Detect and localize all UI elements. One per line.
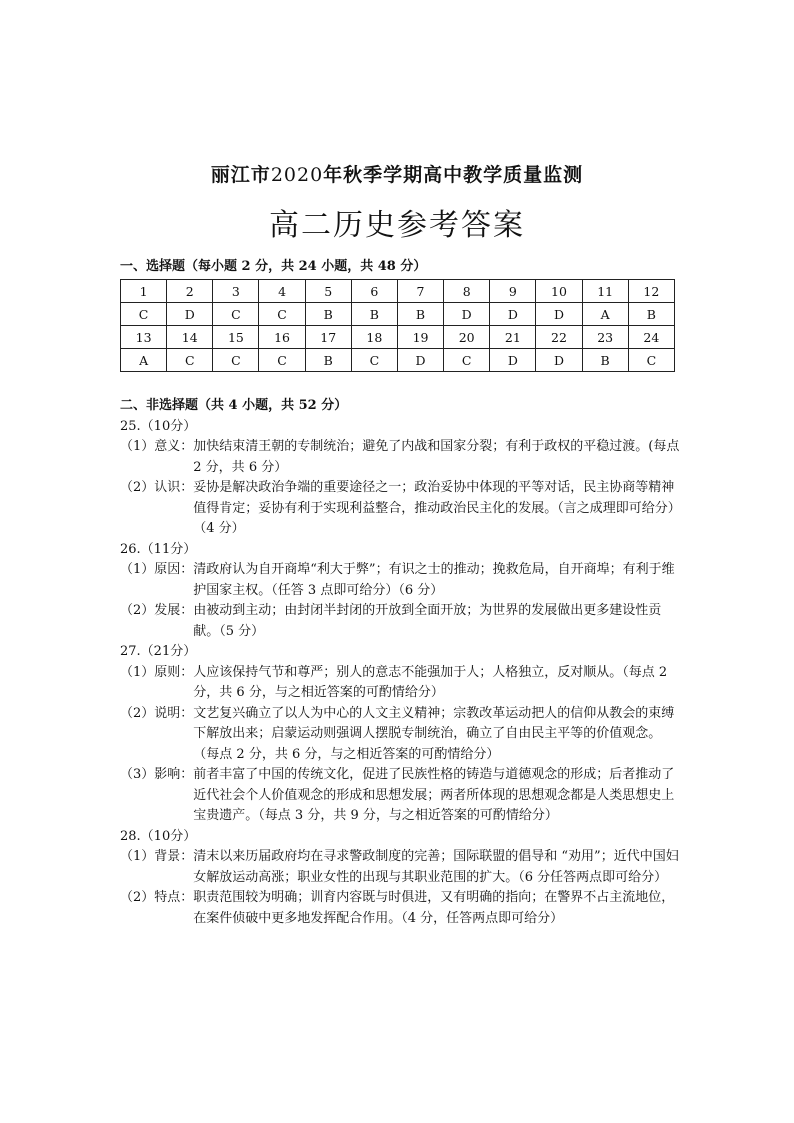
answer-table (120, 279, 675, 372)
table-cell: 3 (213, 280, 259, 303)
question-list (120, 417, 680, 930)
table-cell: D (536, 303, 582, 326)
answer-item-label: （3）影响： (120, 767, 194, 782)
answer-item-label: （2）发展： (120, 603, 194, 618)
title-prefix: 丽江市 (210, 164, 271, 186)
table-cell: C (167, 349, 213, 372)
table-cell: C (351, 349, 397, 372)
table-cell: 14 (167, 326, 213, 349)
answer-item-label: （1）原因： (120, 562, 194, 577)
table-cell: D (490, 349, 536, 372)
document-subtitle: 高二历史参考答案 (269, 208, 525, 243)
answer-item (120, 847, 680, 888)
answer-item-label: （1）原则： (120, 664, 194, 680)
question-title: 27.（21分） (120, 644, 197, 659)
table-cell: C (213, 303, 259, 326)
question-block (120, 417, 680, 540)
table-cell: 10 (536, 280, 582, 303)
question-block (120, 642, 680, 827)
table-cell: 20 (444, 326, 490, 349)
table-cell: 2 (167, 280, 213, 303)
answer-item-label: （1）意义： (120, 439, 194, 454)
answer-item-text: 文艺复兴确立了以人为中心的人文主义精神；宗教改革运动把人的信仰从教会的束缚下解放出来；启蒙运动则强调人摆脱专制统治，确立了自由民主平等的价值观念。（每点 2 分，共 6 分，与之相近答案的可酌情给分） (193, 705, 675, 762)
answer-item (120, 765, 680, 827)
table-cell: 9 (490, 280, 536, 303)
question-block (120, 827, 680, 930)
question-title: 25.（10分） (120, 418, 197, 434)
title-year: 2020 (270, 164, 324, 186)
answer-row (121, 349, 675, 372)
document-title (0, 160, 794, 187)
table-cell: 18 (351, 326, 397, 349)
table-cell: D (444, 303, 490, 326)
table-cell: 22 (536, 326, 582, 349)
answer-item-text: 职责范围较为明确；训育内容既与时俱进，又有明确的指向；在警界不占主流地位，在案件侦破中更多地发挥配合作用。（4 分，任答两点即可给分） (193, 890, 675, 926)
question-block (120, 540, 680, 643)
answer-item-text: 妥协是解决政治争端的重要途径之一；政治妥协中体现的平等对话，民主协商等精神值得肯定；妥协有利于实现利益整合，推动政治民主化的发展。（言之成理即可给分）（4 分） (193, 480, 675, 536)
answer-row (121, 303, 675, 326)
answer-item-text: 前者丰富了中国的传统文化，促进了民族性格的铸造与道德观念的形成；后者推动了近代社会个人价值观念的形成和思想发展；两者所体现的思想观念都是人类思想史上宝贵遗产。（每点 3 分，共 9 分，与之相近答案的可酌情给分） (193, 767, 675, 823)
table-cell: C (259, 303, 305, 326)
table-cell: 13 (121, 326, 167, 349)
table-cell: D (397, 349, 443, 372)
answer-item (120, 704, 680, 766)
answer-item (120, 888, 680, 929)
question-number-row (121, 326, 675, 349)
answer-item (120, 437, 680, 478)
answer-item-label: （1）背景： (120, 849, 194, 864)
answer-item (120, 560, 680, 601)
table-cell: B (582, 349, 628, 372)
table-cell: 15 (213, 326, 259, 349)
section-2-heading: 二、非选择题（共 4 小题，共 52 分） (120, 398, 348, 413)
table-cell: C (121, 303, 167, 326)
question-title: 28.（10分） (120, 828, 197, 844)
table-cell: B (628, 303, 674, 326)
question-number-row (121, 280, 675, 303)
answer-item-text: 人应该保持气节和尊严；别人的意志不能强加于人；人格独立，反对顺从。（每点 2 分，共 6 分，与之相近答案的可酌情给分） (193, 664, 668, 700)
answer-item-text: 由被动到主动；由封闭半封闭的开放到全面开放；为世界的发展做出更多建设性贡献。（5 分） (193, 603, 662, 639)
answer-item-label: （2）特点： (120, 890, 194, 905)
table-cell: 12 (628, 280, 674, 303)
table-cell: C (628, 349, 674, 372)
answer-item (120, 478, 680, 540)
section-1-heading: 一、选择题（每小题 2 分，共 24 小题，共 48 分） (120, 259, 427, 274)
table-cell: B (397, 303, 443, 326)
answer-item (120, 601, 680, 642)
table-cell: D (536, 349, 582, 372)
table-cell: 8 (444, 280, 490, 303)
table-cell: 4 (259, 280, 305, 303)
table-cell: D (167, 303, 213, 326)
title-suffix: 年秋季学期高中教学质量监测 (323, 164, 584, 186)
table-cell: 23 (582, 326, 628, 349)
table-cell: C (259, 349, 305, 372)
table-cell: B (305, 349, 351, 372)
table-cell: 1 (121, 280, 167, 303)
table-cell: 7 (397, 280, 443, 303)
answer-item-text: 清政府认为自开商埠“利大于弊”；有识之士的推动；挽救危局，自开商埠；有利于维护国家主权。（任答 3 点即可给分）（6 分） (193, 562, 675, 598)
table-cell: 16 (259, 326, 305, 349)
table-cell: 17 (305, 326, 351, 349)
answer-item-text: 清末以来历届政府均在寻求警政制度的完善；国际联盟的倡导和 “劝用”；近代中国妇女解放运动高涨；职业女性的出现与其职业范围的扩大。（6 分任答两点即可给分） (193, 849, 679, 885)
answer-item-label: （2）认识： (120, 480, 194, 495)
table-cell: 19 (397, 326, 443, 349)
table-cell: 11 (582, 280, 628, 303)
table-cell: B (305, 303, 351, 326)
answer-item (120, 663, 680, 704)
table-cell: A (582, 303, 628, 326)
table-cell: A (121, 349, 167, 372)
section-2 (120, 396, 680, 929)
table-cell: 6 (351, 280, 397, 303)
answer-item-label: （2）说明： (120, 705, 194, 721)
table-cell: D (490, 303, 536, 326)
table-cell: 24 (628, 326, 674, 349)
answer-item-text: 加快结束清王朝的专制统治；避免了内战和国家分裂；有利于政权的平稳过渡。(每点 2 分，共 6 分） (193, 439, 680, 475)
table-cell: C (444, 349, 490, 372)
table-cell: B (351, 303, 397, 326)
table-cell: 21 (490, 326, 536, 349)
question-title: 26.（11分） (120, 541, 197, 557)
table-cell: 5 (305, 280, 351, 303)
table-cell: C (213, 349, 259, 372)
